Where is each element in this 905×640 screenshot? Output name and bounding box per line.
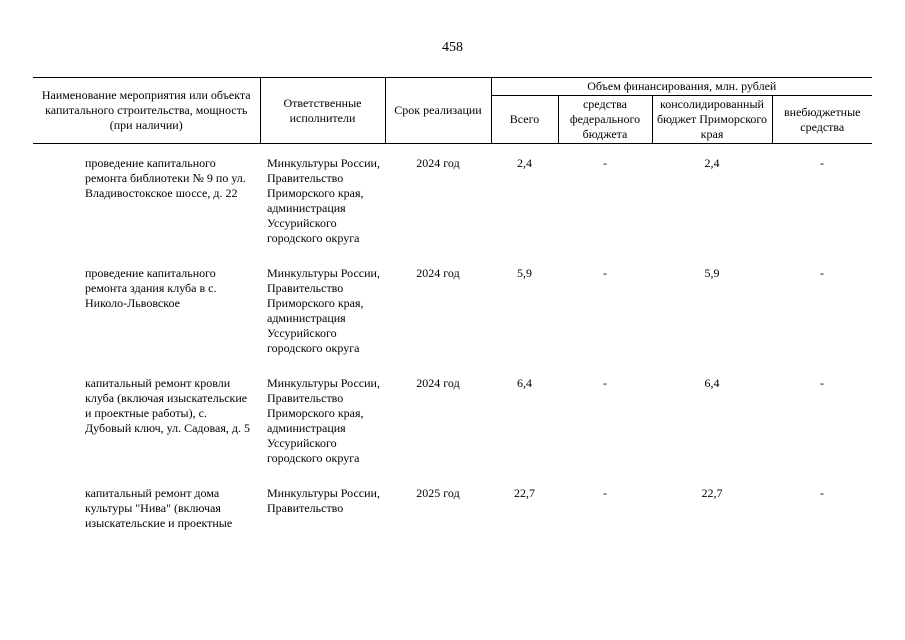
cell-extrabudget: - <box>820 156 824 170</box>
cell-extrabudget: - <box>820 486 824 500</box>
cell-term: 2024 год <box>416 156 460 170</box>
header-extrabudget: внебюджетные средства <box>772 96 872 144</box>
cell-total: 22,7 <box>514 486 535 500</box>
table-row <box>33 156 872 266</box>
cell-term: 2024 год <box>416 266 460 280</box>
cell-total: 5,9 <box>517 266 532 280</box>
table-row <box>33 486 872 531</box>
header-name: Наименование мероприятия или объекта капитального строительства, мощность (при наличии) <box>33 78 260 144</box>
header-executors: Ответственные исполнители <box>260 78 385 144</box>
cell-total: 2,4 <box>517 156 532 170</box>
header-total: Всего <box>491 96 558 144</box>
page-number: 458 <box>442 40 463 55</box>
cell-name: проведение капитального ремонта здания клуба в с. Николо-Львовское <box>85 266 217 310</box>
cell-extrabudget: - <box>820 266 824 280</box>
cell-regional: 22,7 <box>701 486 723 500</box>
cell-executors: Минкультуры России, Правительство Приморского края, администрация Уссурийского городского округа <box>267 376 380 465</box>
cell-term: 2025 год <box>416 486 460 500</box>
cell-name: капитальный ремонт дома культуры "Нива" (включая изыскательские и проектные <box>85 486 233 530</box>
cell-federal: - <box>603 156 607 170</box>
cell-executors: Минкультуры России, Правительство Приморского края, администрация Уссурийского городского округа <box>267 156 380 245</box>
cell-federal: - <box>603 266 607 280</box>
financing-table <box>33 77 872 531</box>
cell-regional: 2,4 <box>704 156 720 170</box>
cell-federal: - <box>603 486 607 500</box>
cell-federal: - <box>603 376 607 390</box>
header-federal: средства федерального бюджета <box>558 96 652 144</box>
header-term: Срок реализации <box>385 78 491 144</box>
cell-name: капитальный ремонт кровли клуба (включая изыскательские и проектные работы), с. Дубовый ключ, ул. Садовая, д. 5 <box>85 376 250 435</box>
cell-regional: 5,9 <box>704 266 720 280</box>
table-header <box>33 78 872 144</box>
cell-executors: Минкультуры России, Правительство <box>267 486 380 515</box>
cell-regional: 6,4 <box>704 376 720 390</box>
header-regional: консолидированный бюджет Приморского края <box>652 96 772 144</box>
table-row <box>33 376 872 486</box>
cell-name: проведение капитального ремонта библиотеки № 9 по ул. Владивостокское шоссе, д. 22 <box>85 156 246 200</box>
table-row <box>33 266 872 376</box>
cell-total: 6,4 <box>517 376 532 390</box>
cell-extrabudget: - <box>820 376 824 390</box>
cell-executors: Минкультуры России, Правительство Приморского края, администрация Уссурийского городского округа <box>267 266 380 355</box>
header-financing-group: Объем финансирования, млн. рублей <box>491 78 872 96</box>
cell-term: 2024 год <box>416 376 460 390</box>
